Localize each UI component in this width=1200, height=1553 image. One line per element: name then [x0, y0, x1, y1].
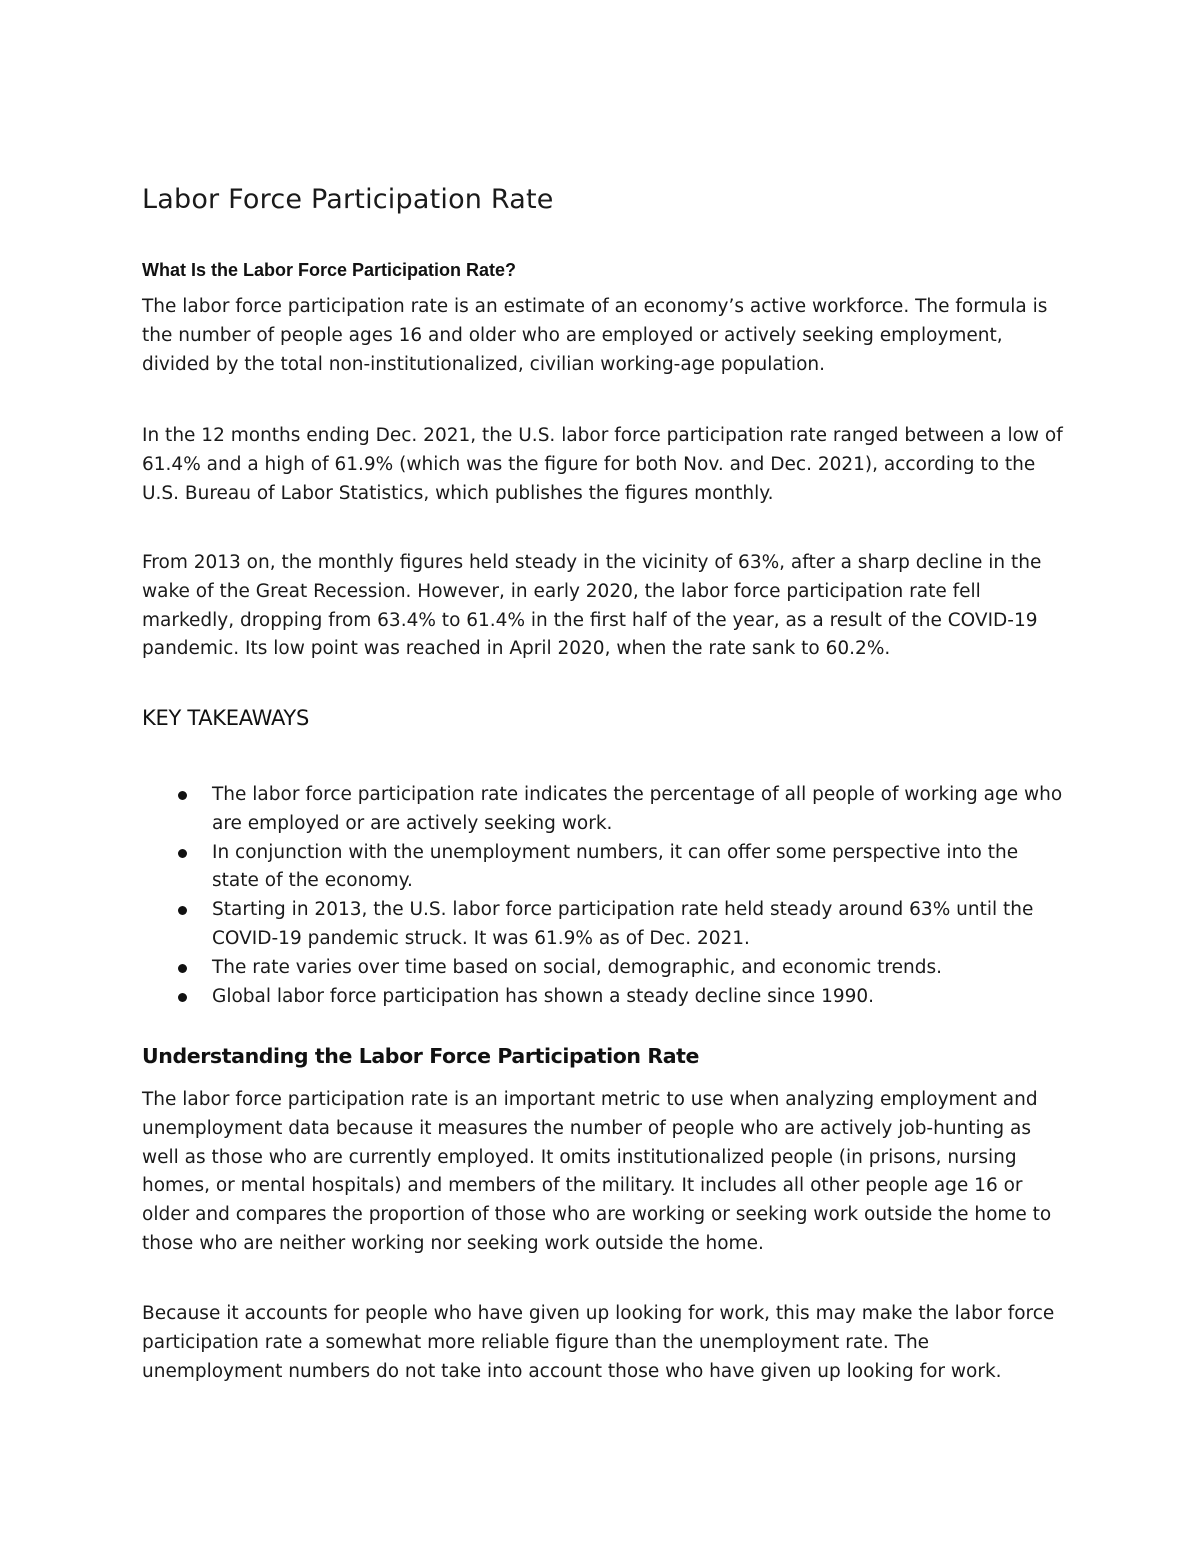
intro-paragraph-1: The labor force participation rate is an estimate of an economy’s active workforce. The formula is the number of people ages 16 and older who are employed or actively seeking employment, divided by the total non-institutionalized, civilian working-age population.: [142, 296, 1048, 375]
intro-paragraph-3: From 2013 on, the monthly figures held steady in the vicinity of 63%, after a sharp decline in the wake of the Great Recession. However, in early 2020, the labor force participation rate fell markedly, dropping from 63.4% to 61.4% in the first half of the year, as a result of the COVID-19 pandemic. Its low point was reached in April 2020, when the rate sank to 60.2%.: [142, 552, 1042, 660]
key-takeaways-list: [142, 781, 1067, 1011]
bullet-icon: [178, 964, 187, 973]
list-item: [142, 896, 1067, 954]
bullet-icon: [178, 849, 187, 858]
bullet-icon: [178, 906, 187, 915]
understanding-paragraph-1: The labor force participation rate is an important metric to use when analyzing employment and unemployment data because it measures the number of people who are actively job-hunting as well as those who are currently employed. It omits institutionalized people (in prisons, nursing homes, or mental hospitals) and members of the military. It includes all other people age 16 or older and compares the proportion of those who are working or seeking work outside the home to those who are neither working nor seeking work outside the home.: [142, 1089, 1052, 1254]
bullet-icon: [178, 791, 187, 800]
takeaway-text: The labor force participation rate indicates the percentage of all people of working age who are employed or are actively seeking work.: [212, 784, 1063, 834]
takeaway-text: Starting in 2013, the U.S. labor force participation rate held steady around 63% until the COVID-19 pandemic struck. It was 61.9% as of Dec. 2021.: [212, 899, 1034, 949]
list-item: [142, 781, 1067, 839]
document-title: Labor Force Participation Rate: [142, 184, 554, 215]
section-subheading: What Is the Labor Force Participation Rate?: [142, 260, 517, 280]
intro-paragraph-2: In the 12 months ending Dec. 2021, the U.S. labor force participation rate ranged between a low of 61.4% and a high of 61.9% (which was the figure for both Nov. and Dec. 2021), according to the U.S. Bureau of Labor Statistics, which publishes the figures monthly.: [142, 425, 1063, 504]
takeaway-text: Global labor force participation has shown a steady decline since 1990.: [212, 985, 875, 1007]
bullet-icon: [178, 993, 187, 1002]
list-item: [142, 839, 1067, 897]
takeaway-text: In conjunction with the unemployment numbers, it can offer some perspective into the state of the economy.: [212, 841, 1019, 892]
understanding-heading: Understanding the Labor Force Participation Rate: [142, 1044, 700, 1068]
list-item: [142, 954, 1067, 983]
list-item: [142, 983, 1067, 1012]
key-takeaways-heading: KEY TAKEAWAYS: [142, 706, 309, 730]
understanding-paragraph-2: Because it accounts for people who have given up looking for work, this may make the labor force participation rate a somewhat more reliable figure than the unemployment rate. The unemployment numbers do not take into account those who have given up looking for work.: [142, 1303, 1055, 1382]
takeaway-text: The rate varies over time based on social, demographic, and economic trends.: [212, 956, 942, 978]
